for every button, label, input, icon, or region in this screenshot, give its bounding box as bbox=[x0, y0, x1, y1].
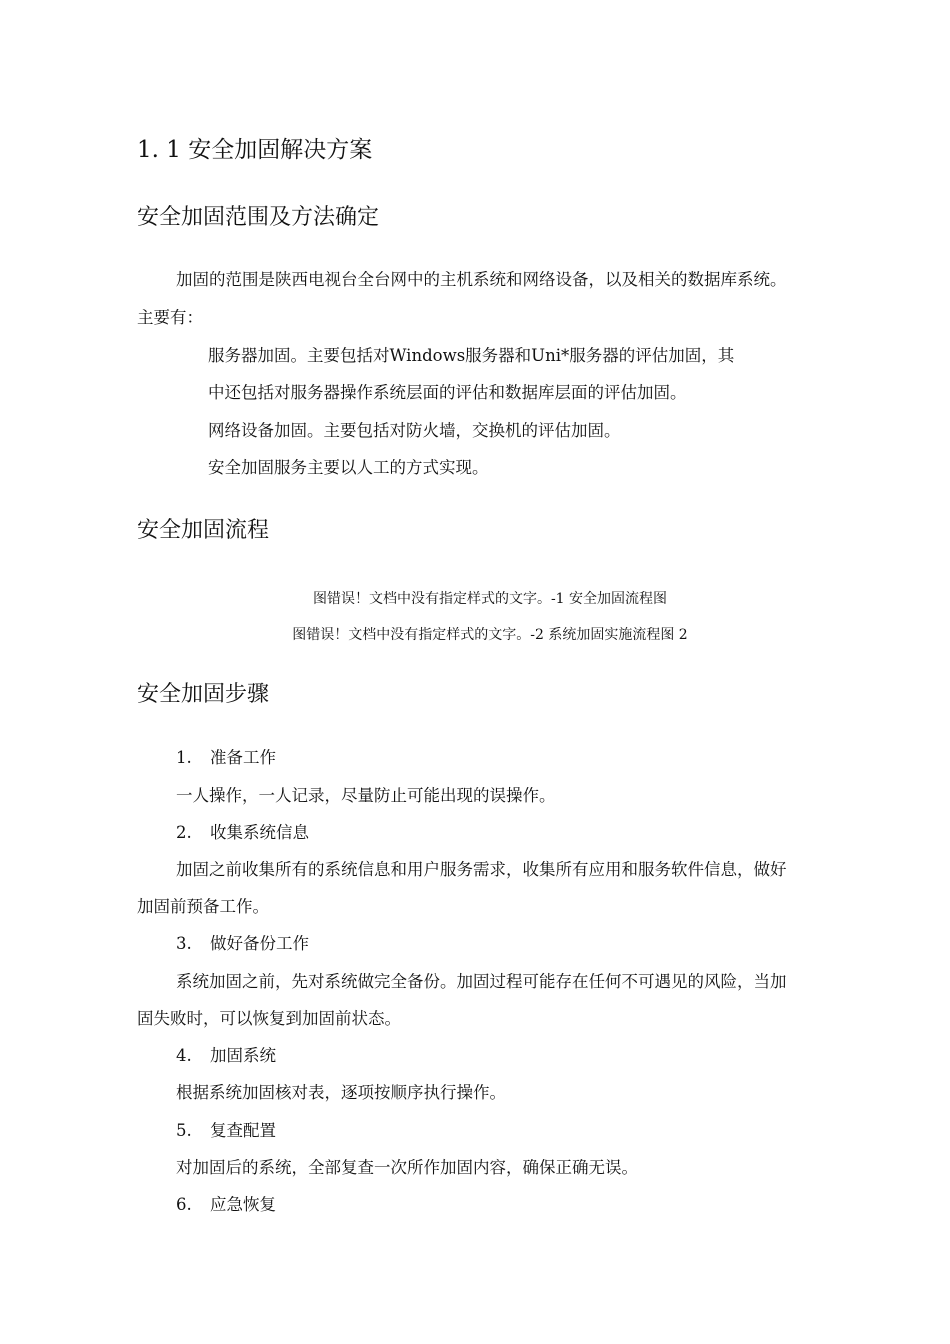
section-heading-scope: 安全加固范围及方法确定 bbox=[137, 205, 380, 230]
step-title: 收集系统信息 bbox=[210, 823, 309, 842]
step-description: 一人操作，一人记录，尽量防止可能出现的误操作。 bbox=[176, 786, 556, 805]
step-heading bbox=[176, 1042, 276, 1066]
bullet-line: 中还包括对服务器操作系统层面的评估和数据库层面的评估加固。 bbox=[208, 383, 687, 402]
step-title: 复查配置 bbox=[210, 1121, 276, 1140]
step-title: 应急恢复 bbox=[210, 1195, 276, 1214]
step-title: 加固系统 bbox=[210, 1046, 276, 1065]
step-heading bbox=[176, 1191, 276, 1215]
bullet-line: 安全加固服务主要以人工的方式实现。 bbox=[208, 458, 489, 477]
step-number: 5. bbox=[176, 1121, 192, 1140]
step-description: 对加固后的系统，全部复查一次所作加固内容，确保正确无误。 bbox=[176, 1158, 638, 1177]
step-description: 根据系统加固核对表，逐项按顺序执行操作。 bbox=[176, 1083, 506, 1102]
intro-paragraph-line: 主要有： bbox=[137, 308, 203, 327]
step-number: 4. bbox=[176, 1046, 192, 1065]
step-title: 准备工作 bbox=[210, 748, 276, 767]
step-title: 做好备份工作 bbox=[210, 934, 309, 953]
intro-paragraph-line: 加固的范围是陕西电视台全台网中的主机系统和网络设备，以及相关的数据库系统。 bbox=[176, 270, 787, 289]
page-title: 1. 1 安全加固解决方案 bbox=[137, 137, 373, 163]
step-number: 1. bbox=[176, 748, 192, 767]
bullet-line: 服务器加固。主要包括对Windows服务器和Uni*服务器的评估加固，其 bbox=[208, 346, 735, 365]
step-heading bbox=[176, 930, 309, 954]
step-description: 加固之前收集所有的系统信息和用户服务需求，收集所有应用和服务软件信息，做好 bbox=[176, 860, 787, 879]
bullet-line: 网络设备加固。主要包括对防火墙，交换机的评估加固。 bbox=[208, 421, 621, 440]
section-heading-process: 安全加固流程 bbox=[137, 518, 270, 543]
section-heading-steps: 安全加固步骤 bbox=[137, 682, 270, 707]
step-number: 3. bbox=[176, 934, 192, 953]
step-description: 固失败时，可以恢复到加固前状态。 bbox=[137, 1009, 401, 1028]
figure-caption: 图错误！文档中没有指定样式的文字。-2 系统加固实施流程图 2 bbox=[292, 627, 688, 643]
step-description: 系统加固之前，先对系统做完全备份。加固过程可能存在任何不可遇见的风险，当加 bbox=[176, 972, 787, 991]
step-description: 加固前预备工作。 bbox=[137, 897, 269, 916]
step-number: 2. bbox=[176, 823, 192, 842]
step-heading bbox=[176, 819, 309, 843]
figure-caption: 图错误！文档中没有指定样式的文字。-1 安全加固流程图 bbox=[312, 591, 668, 607]
step-heading bbox=[176, 744, 276, 768]
step-heading bbox=[176, 1117, 276, 1141]
step-number: 6. bbox=[176, 1195, 192, 1214]
